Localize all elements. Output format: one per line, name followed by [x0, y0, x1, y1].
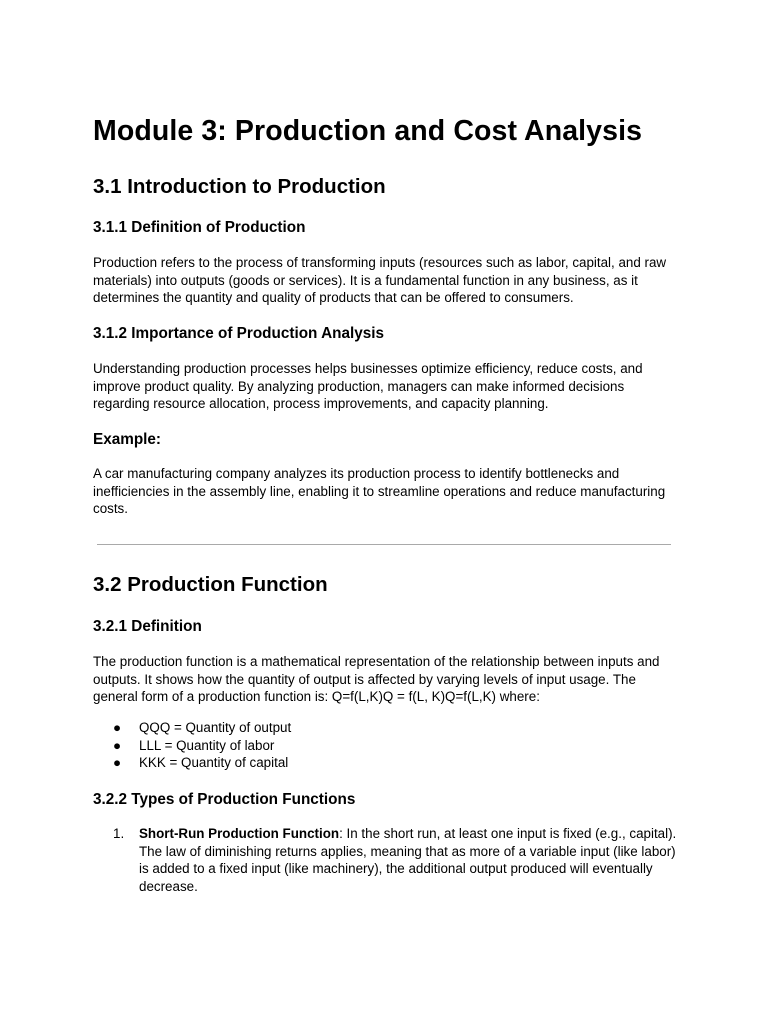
list-item: [93, 825, 678, 896]
list-item-text: KKK = Quantity of capital: [139, 755, 289, 771]
list-item-text: QQQ = Quantity of output: [139, 720, 292, 735]
module-title: Module 3: Production and Cost Analysis: [93, 115, 643, 147]
list-item-term: Short-Run Production Function: [139, 826, 340, 841]
bullet-icon: ●: [113, 755, 122, 771]
subsection-3-2-2-heading: 3.2.2 Types of Production Functions: [93, 791, 356, 808]
section-3-2-heading: 3.2 Production Function: [93, 573, 328, 596]
list-item: [93, 719, 291, 737]
subsection-3-1-1-heading: 3.1.1 Definition of Production: [93, 219, 306, 236]
subsection-3-1-2-heading: 3.1.2 Importance of Production Analysis: [93, 325, 384, 342]
production-function-types-list: [93, 825, 678, 896]
example-heading: Example:: [93, 431, 162, 448]
list-item: [93, 754, 291, 772]
production-variables-list: [93, 719, 291, 772]
list-item: [93, 737, 291, 755]
production-function-definition-paragraph: The production function is a mathematical representation of the relationship between inputs and outputs. It shows how the quantity of output is affected by varying levels of input usage. The general form of a production function is: Q=f(L,K)Q = f(L, K)Q=f(L,K) where:: [93, 654, 660, 705]
list-item-text: : In the short run, at least one input is fixed (e.g., capital). The law of diminishing returns applies, meaning that as more of a variable input (like labor) is added to a fixed input (like machinery), the additional output produced will eventually decrease.: [139, 826, 677, 895]
example-paragraph: A car manufacturing company analyzes its production process to identify bottlenecks and inefficiencies in the assembly line, enabling it to streamline operations and reduce manufacturing costs.: [93, 466, 666, 517]
importance-of-production-paragraph: Understanding production processes helps businesses optimize efficiency, reduce costs, and improve product quality. By analyzing production, managers can make informed decisions regarding resource allocation, process improvements, and capacity planning.: [93, 361, 643, 412]
list-item-number: 1.: [113, 826, 125, 841]
section-divider: [97, 544, 671, 545]
subsection-3-2-1-heading: 3.2.1 Definition: [93, 618, 202, 635]
bullet-icon: ●: [113, 720, 122, 735]
list-item-text: LLL = Quantity of labor: [139, 737, 275, 753]
definition-of-production-paragraph: Production refers to the process of transforming inputs (resources such as labor, capital, and raw materials) into outputs (goods or services). It is a fundamental function in any business, as it determines the quantity and quality of products that can be offered to consumers.: [93, 255, 667, 306]
bullet-icon: ●: [113, 737, 122, 753]
section-3-1-heading: 3.1 Introduction to Production: [93, 175, 386, 198]
